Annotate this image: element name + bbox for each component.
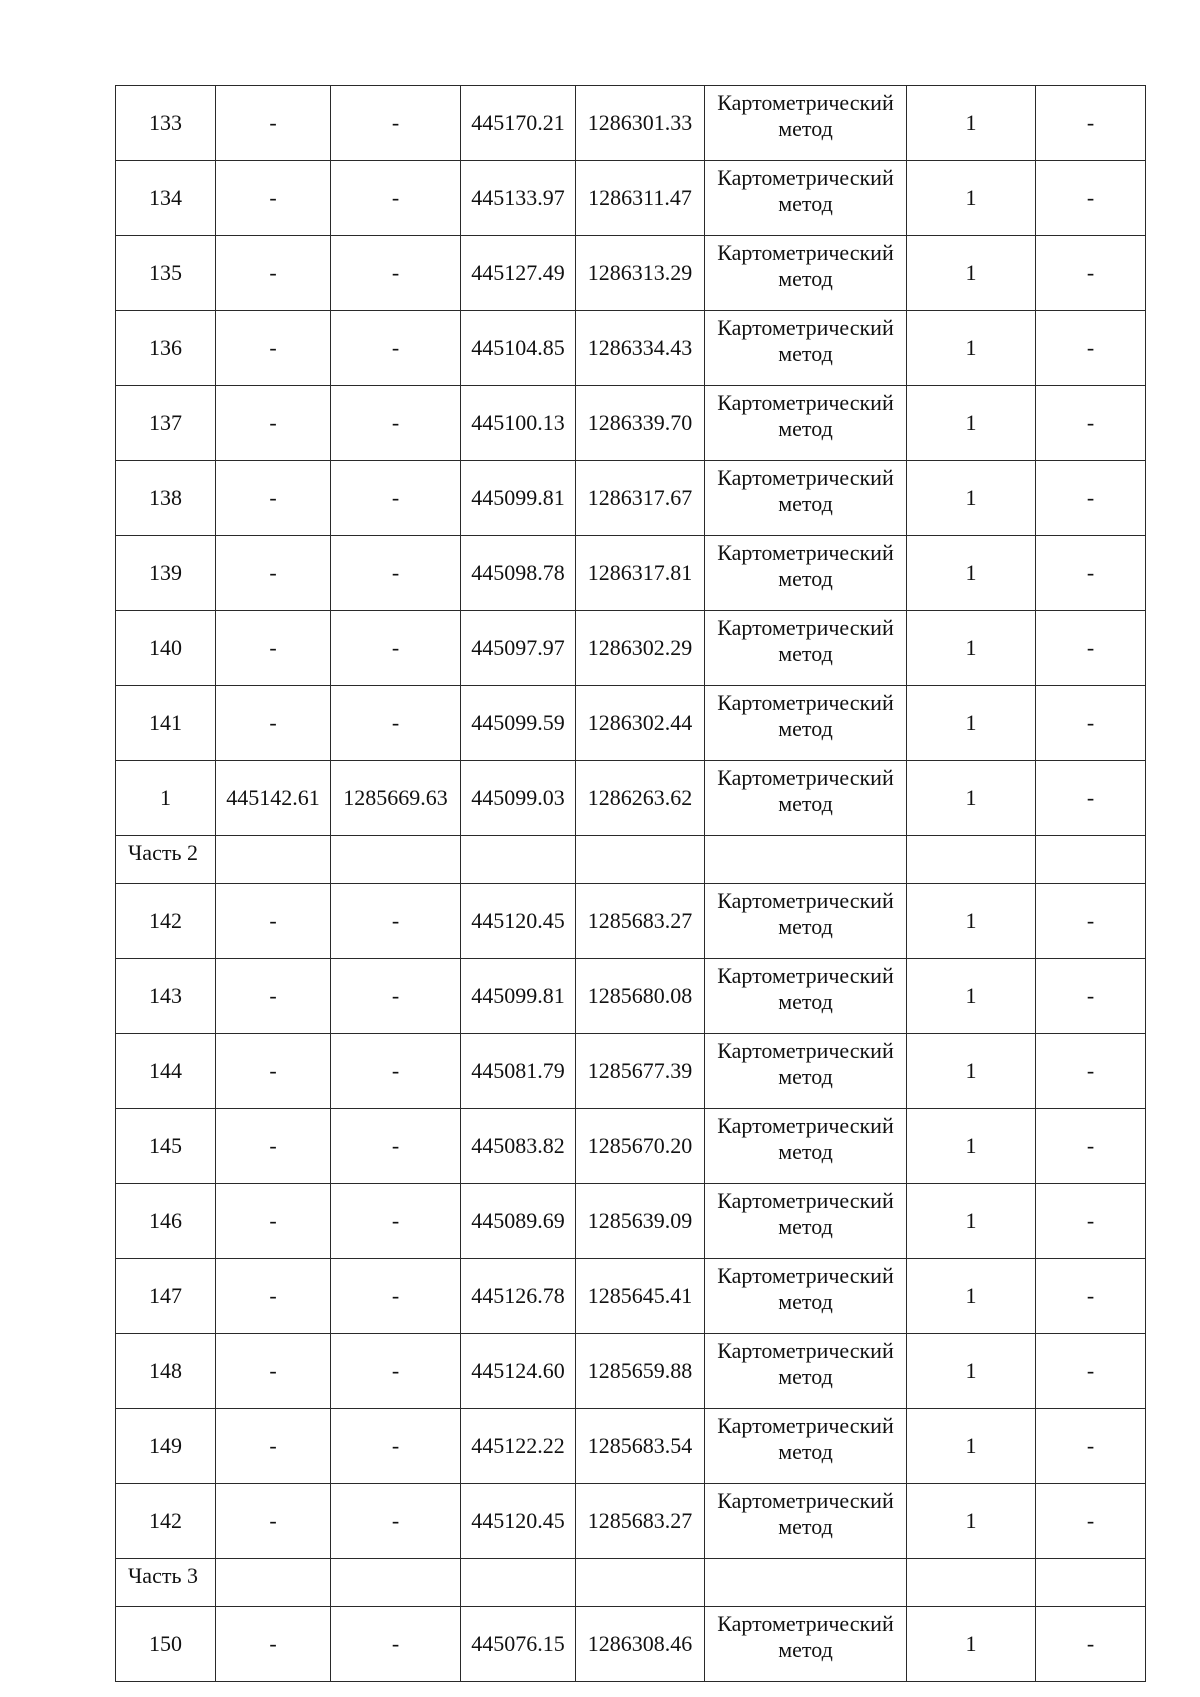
method-line-1: Картометрический <box>717 1038 894 1063</box>
method-line-2: метод <box>778 1289 833 1314</box>
point-number-cell: 142 <box>116 1484 216 1559</box>
method-line-1: Картометрический <box>717 1113 894 1138</box>
point-number-cell: 143 <box>116 959 216 1034</box>
new-y-cell: 1285680.08 <box>576 959 705 1034</box>
existing-y-cell: - <box>331 959 461 1034</box>
method-cell <box>705 161 907 236</box>
new-x-cell: 445099.03 <box>461 761 576 836</box>
table-row <box>116 1184 1146 1259</box>
method-cell <box>705 1334 907 1409</box>
accuracy-cell: 1 <box>907 1409 1036 1484</box>
empty-cell <box>461 836 576 884</box>
accuracy-cell: 1 <box>907 386 1036 461</box>
empty-cell <box>216 1559 331 1607</box>
new-y-cell: 1285670.20 <box>576 1109 705 1184</box>
table-row <box>116 86 1146 161</box>
existing-y-cell: - <box>331 1109 461 1184</box>
method-line-1: Картометрический <box>717 1488 894 1513</box>
part-header-row <box>116 1559 1146 1607</box>
empty-cell <box>576 836 705 884</box>
table-row <box>116 686 1146 761</box>
method-line-2: метод <box>778 116 833 141</box>
new-x-cell: 445089.69 <box>461 1184 576 1259</box>
new-y-cell: 1286302.29 <box>576 611 705 686</box>
new-y-cell: 1285645.41 <box>576 1259 705 1334</box>
method-cell <box>705 761 907 836</box>
existing-x-cell: - <box>216 1607 331 1682</box>
new-x-cell: 445170.21 <box>461 86 576 161</box>
new-x-cell: 445122.22 <box>461 1409 576 1484</box>
empty-cell <box>705 836 907 884</box>
new-x-cell: 445097.97 <box>461 611 576 686</box>
method-cell <box>705 1109 907 1184</box>
method-line-1: Картометрический <box>717 1263 894 1288</box>
new-x-cell: 445100.13 <box>461 386 576 461</box>
existing-x-cell: - <box>216 1334 331 1409</box>
new-x-cell: 445133.97 <box>461 161 576 236</box>
point-number-cell: 136 <box>116 311 216 386</box>
existing-x-cell: - <box>216 386 331 461</box>
note-cell: - <box>1036 1607 1146 1682</box>
point-number-cell: 147 <box>116 1259 216 1334</box>
accuracy-cell: 1 <box>907 1034 1036 1109</box>
method-line-2: метод <box>778 416 833 441</box>
existing-y-cell: - <box>331 1034 461 1109</box>
note-cell: - <box>1036 236 1146 311</box>
existing-x-cell: - <box>216 959 331 1034</box>
point-number-cell: 134 <box>116 161 216 236</box>
method-cell <box>705 461 907 536</box>
existing-y-cell: - <box>331 461 461 536</box>
method-cell <box>705 1607 907 1682</box>
accuracy-cell: 1 <box>907 311 1036 386</box>
existing-x-cell: 445142.61 <box>216 761 331 836</box>
method-line-1: Картометрический <box>717 615 894 640</box>
method-cell <box>705 884 907 959</box>
method-cell <box>705 611 907 686</box>
method-line-2: метод <box>778 341 833 366</box>
accuracy-cell: 1 <box>907 884 1036 959</box>
method-line-2: метод <box>778 1064 833 1089</box>
empty-cell <box>1036 836 1146 884</box>
empty-cell <box>1036 1559 1146 1607</box>
method-line-2: метод <box>778 989 833 1014</box>
new-y-cell: 1286311.47 <box>576 161 705 236</box>
new-y-cell: 1286317.81 <box>576 536 705 611</box>
method-cell <box>705 1184 907 1259</box>
existing-y-cell: - <box>331 1484 461 1559</box>
note-cell: - <box>1036 884 1146 959</box>
table-body <box>116 86 1146 1682</box>
method-cell <box>705 1259 907 1334</box>
new-y-cell: 1286317.67 <box>576 461 705 536</box>
new-x-cell: 445127.49 <box>461 236 576 311</box>
point-number-cell: 139 <box>116 536 216 611</box>
accuracy-cell: 1 <box>907 1484 1036 1559</box>
existing-x-cell: - <box>216 611 331 686</box>
method-line-1: Картометрический <box>717 90 894 115</box>
new-x-cell: 445124.60 <box>461 1334 576 1409</box>
point-number-cell: 145 <box>116 1109 216 1184</box>
existing-y-cell: - <box>331 1607 461 1682</box>
empty-cell <box>907 836 1036 884</box>
method-cell <box>705 1484 907 1559</box>
point-number-cell: 150 <box>116 1607 216 1682</box>
table-row <box>116 536 1146 611</box>
method-line-2: метод <box>778 1364 833 1389</box>
new-x-cell: 445099.59 <box>461 686 576 761</box>
method-cell <box>705 1409 907 1484</box>
table-row <box>116 461 1146 536</box>
existing-x-cell: - <box>216 1109 331 1184</box>
point-number-cell: 140 <box>116 611 216 686</box>
existing-y-cell: - <box>331 1334 461 1409</box>
existing-x-cell: - <box>216 1184 331 1259</box>
existing-y-cell: - <box>331 611 461 686</box>
new-y-cell: 1285683.27 <box>576 1484 705 1559</box>
existing-y-cell: - <box>331 236 461 311</box>
method-line-2: метод <box>778 914 833 939</box>
method-line-1: Картометрический <box>717 1413 894 1438</box>
new-x-cell: 445081.79 <box>461 1034 576 1109</box>
existing-x-cell: - <box>216 1484 331 1559</box>
new-y-cell: 1286308.46 <box>576 1607 705 1682</box>
part-label: Часть 2 <box>116 836 216 884</box>
note-cell: - <box>1036 1484 1146 1559</box>
method-line-1: Картометрический <box>717 165 894 190</box>
existing-y-cell: 1285669.63 <box>331 761 461 836</box>
table-row <box>116 884 1146 959</box>
method-cell <box>705 686 907 761</box>
note-cell: - <box>1036 536 1146 611</box>
new-y-cell: 1285639.09 <box>576 1184 705 1259</box>
new-x-cell: 445099.81 <box>461 959 576 1034</box>
method-line-1: Картометрический <box>717 1611 894 1636</box>
existing-x-cell: - <box>216 1034 331 1109</box>
part-label: Часть 3 <box>116 1559 216 1607</box>
method-line-2: метод <box>778 716 833 741</box>
accuracy-cell: 1 <box>907 1607 1036 1682</box>
accuracy-cell: 1 <box>907 236 1036 311</box>
table-row <box>116 1484 1146 1559</box>
new-y-cell: 1285683.27 <box>576 884 705 959</box>
new-y-cell: 1286302.44 <box>576 686 705 761</box>
method-line-1: Картометрический <box>717 765 894 790</box>
existing-x-cell: - <box>216 884 331 959</box>
existing-x-cell: - <box>216 311 331 386</box>
table-row <box>116 611 1146 686</box>
table-row <box>116 236 1146 311</box>
method-line-2: метод <box>778 1439 833 1464</box>
table-row <box>116 1607 1146 1682</box>
existing-y-cell: - <box>331 386 461 461</box>
existing-x-cell: - <box>216 86 331 161</box>
new-y-cell: 1285659.88 <box>576 1334 705 1409</box>
note-cell: - <box>1036 1109 1146 1184</box>
method-cell <box>705 86 907 161</box>
table-row <box>116 761 1146 836</box>
empty-cell <box>331 1559 461 1607</box>
new-y-cell: 1286339.70 <box>576 386 705 461</box>
accuracy-cell: 1 <box>907 1259 1036 1334</box>
note-cell: - <box>1036 311 1146 386</box>
existing-y-cell: - <box>331 86 461 161</box>
method-cell <box>705 959 907 1034</box>
point-number-cell: 133 <box>116 86 216 161</box>
new-y-cell: 1286313.29 <box>576 236 705 311</box>
empty-cell <box>907 1559 1036 1607</box>
table-row <box>116 161 1146 236</box>
accuracy-cell: 1 <box>907 611 1036 686</box>
existing-x-cell: - <box>216 536 331 611</box>
note-cell: - <box>1036 1184 1146 1259</box>
coordinates-table <box>115 85 1146 1682</box>
table-row <box>116 1109 1146 1184</box>
note-cell: - <box>1036 161 1146 236</box>
method-cell <box>705 1034 907 1109</box>
method-line-2: метод <box>778 566 833 591</box>
method-line-1: Картометрический <box>717 540 894 565</box>
new-x-cell: 445120.45 <box>461 1484 576 1559</box>
new-y-cell: 1286263.62 <box>576 761 705 836</box>
existing-y-cell: - <box>331 1184 461 1259</box>
empty-cell <box>705 1559 907 1607</box>
new-x-cell: 445076.15 <box>461 1607 576 1682</box>
method-line-2: метод <box>778 266 833 291</box>
table-row <box>116 1409 1146 1484</box>
existing-y-cell: - <box>331 1259 461 1334</box>
method-line-1: Картометрический <box>717 390 894 415</box>
point-number-cell: 141 <box>116 686 216 761</box>
new-x-cell: 445083.82 <box>461 1109 576 1184</box>
method-line-2: метод <box>778 1637 833 1662</box>
table-row <box>116 1259 1146 1334</box>
table-row <box>116 1034 1146 1109</box>
point-number-cell: 138 <box>116 461 216 536</box>
existing-y-cell: - <box>331 161 461 236</box>
note-cell: - <box>1036 461 1146 536</box>
new-y-cell: 1286301.33 <box>576 86 705 161</box>
method-line-2: метод <box>778 1139 833 1164</box>
new-x-cell: 445120.45 <box>461 884 576 959</box>
accuracy-cell: 1 <box>907 536 1036 611</box>
empty-cell <box>331 836 461 884</box>
note-cell: - <box>1036 86 1146 161</box>
existing-x-cell: - <box>216 461 331 536</box>
method-line-2: метод <box>778 191 833 216</box>
point-number-cell: 148 <box>116 1334 216 1409</box>
existing-y-cell: - <box>331 1409 461 1484</box>
note-cell: - <box>1036 1259 1146 1334</box>
new-y-cell: 1286334.43 <box>576 311 705 386</box>
new-x-cell: 445098.78 <box>461 536 576 611</box>
method-line-1: Картометрический <box>717 1188 894 1213</box>
point-number-cell: 149 <box>116 1409 216 1484</box>
point-number-cell: 135 <box>116 236 216 311</box>
note-cell: - <box>1036 761 1146 836</box>
method-line-2: метод <box>778 1514 833 1539</box>
note-cell: - <box>1036 386 1146 461</box>
point-number-cell: 144 <box>116 1034 216 1109</box>
part-header-row <box>116 836 1146 884</box>
method-cell <box>705 236 907 311</box>
point-number-cell: 146 <box>116 1184 216 1259</box>
table-row <box>116 386 1146 461</box>
existing-x-cell: - <box>216 1409 331 1484</box>
existing-y-cell: - <box>331 311 461 386</box>
empty-cell <box>576 1559 705 1607</box>
empty-cell <box>216 836 331 884</box>
existing-y-cell: - <box>331 686 461 761</box>
method-line-1: Картометрический <box>717 240 894 265</box>
accuracy-cell: 1 <box>907 1184 1036 1259</box>
existing-x-cell: - <box>216 161 331 236</box>
existing-x-cell: - <box>216 1259 331 1334</box>
method-line-1: Картометрический <box>717 1338 894 1363</box>
note-cell: - <box>1036 959 1146 1034</box>
method-line-1: Картометрический <box>717 465 894 490</box>
new-x-cell: 445104.85 <box>461 311 576 386</box>
accuracy-cell: 1 <box>907 1334 1036 1409</box>
method-line-2: метод <box>778 491 833 516</box>
method-cell <box>705 311 907 386</box>
method-line-2: метод <box>778 1214 833 1239</box>
note-cell: - <box>1036 686 1146 761</box>
method-line-1: Картометрический <box>717 315 894 340</box>
accuracy-cell: 1 <box>907 1109 1036 1184</box>
table-row <box>116 959 1146 1034</box>
method-line-1: Картометрический <box>717 690 894 715</box>
note-cell: - <box>1036 1334 1146 1409</box>
existing-y-cell: - <box>331 884 461 959</box>
accuracy-cell: 1 <box>907 161 1036 236</box>
accuracy-cell: 1 <box>907 686 1036 761</box>
method-line-2: метод <box>778 641 833 666</box>
note-cell: - <box>1036 1409 1146 1484</box>
point-number-cell: 1 <box>116 761 216 836</box>
existing-y-cell: - <box>331 536 461 611</box>
point-number-cell: 137 <box>116 386 216 461</box>
new-x-cell: 445099.81 <box>461 461 576 536</box>
method-line-1: Картометрический <box>717 888 894 913</box>
empty-cell <box>461 1559 576 1607</box>
table-row <box>116 1334 1146 1409</box>
note-cell: - <box>1036 1034 1146 1109</box>
method-cell <box>705 536 907 611</box>
method-line-2: метод <box>778 791 833 816</box>
new-y-cell: 1285677.39 <box>576 1034 705 1109</box>
existing-x-cell: - <box>216 686 331 761</box>
note-cell: - <box>1036 611 1146 686</box>
method-line-1: Картометрический <box>717 963 894 988</box>
table-row <box>116 311 1146 386</box>
accuracy-cell: 1 <box>907 461 1036 536</box>
method-cell <box>705 386 907 461</box>
accuracy-cell: 1 <box>907 86 1036 161</box>
point-number-cell: 142 <box>116 884 216 959</box>
new-y-cell: 1285683.54 <box>576 1409 705 1484</box>
accuracy-cell: 1 <box>907 959 1036 1034</box>
accuracy-cell: 1 <box>907 761 1036 836</box>
new-x-cell: 445126.78 <box>461 1259 576 1334</box>
existing-x-cell: - <box>216 236 331 311</box>
